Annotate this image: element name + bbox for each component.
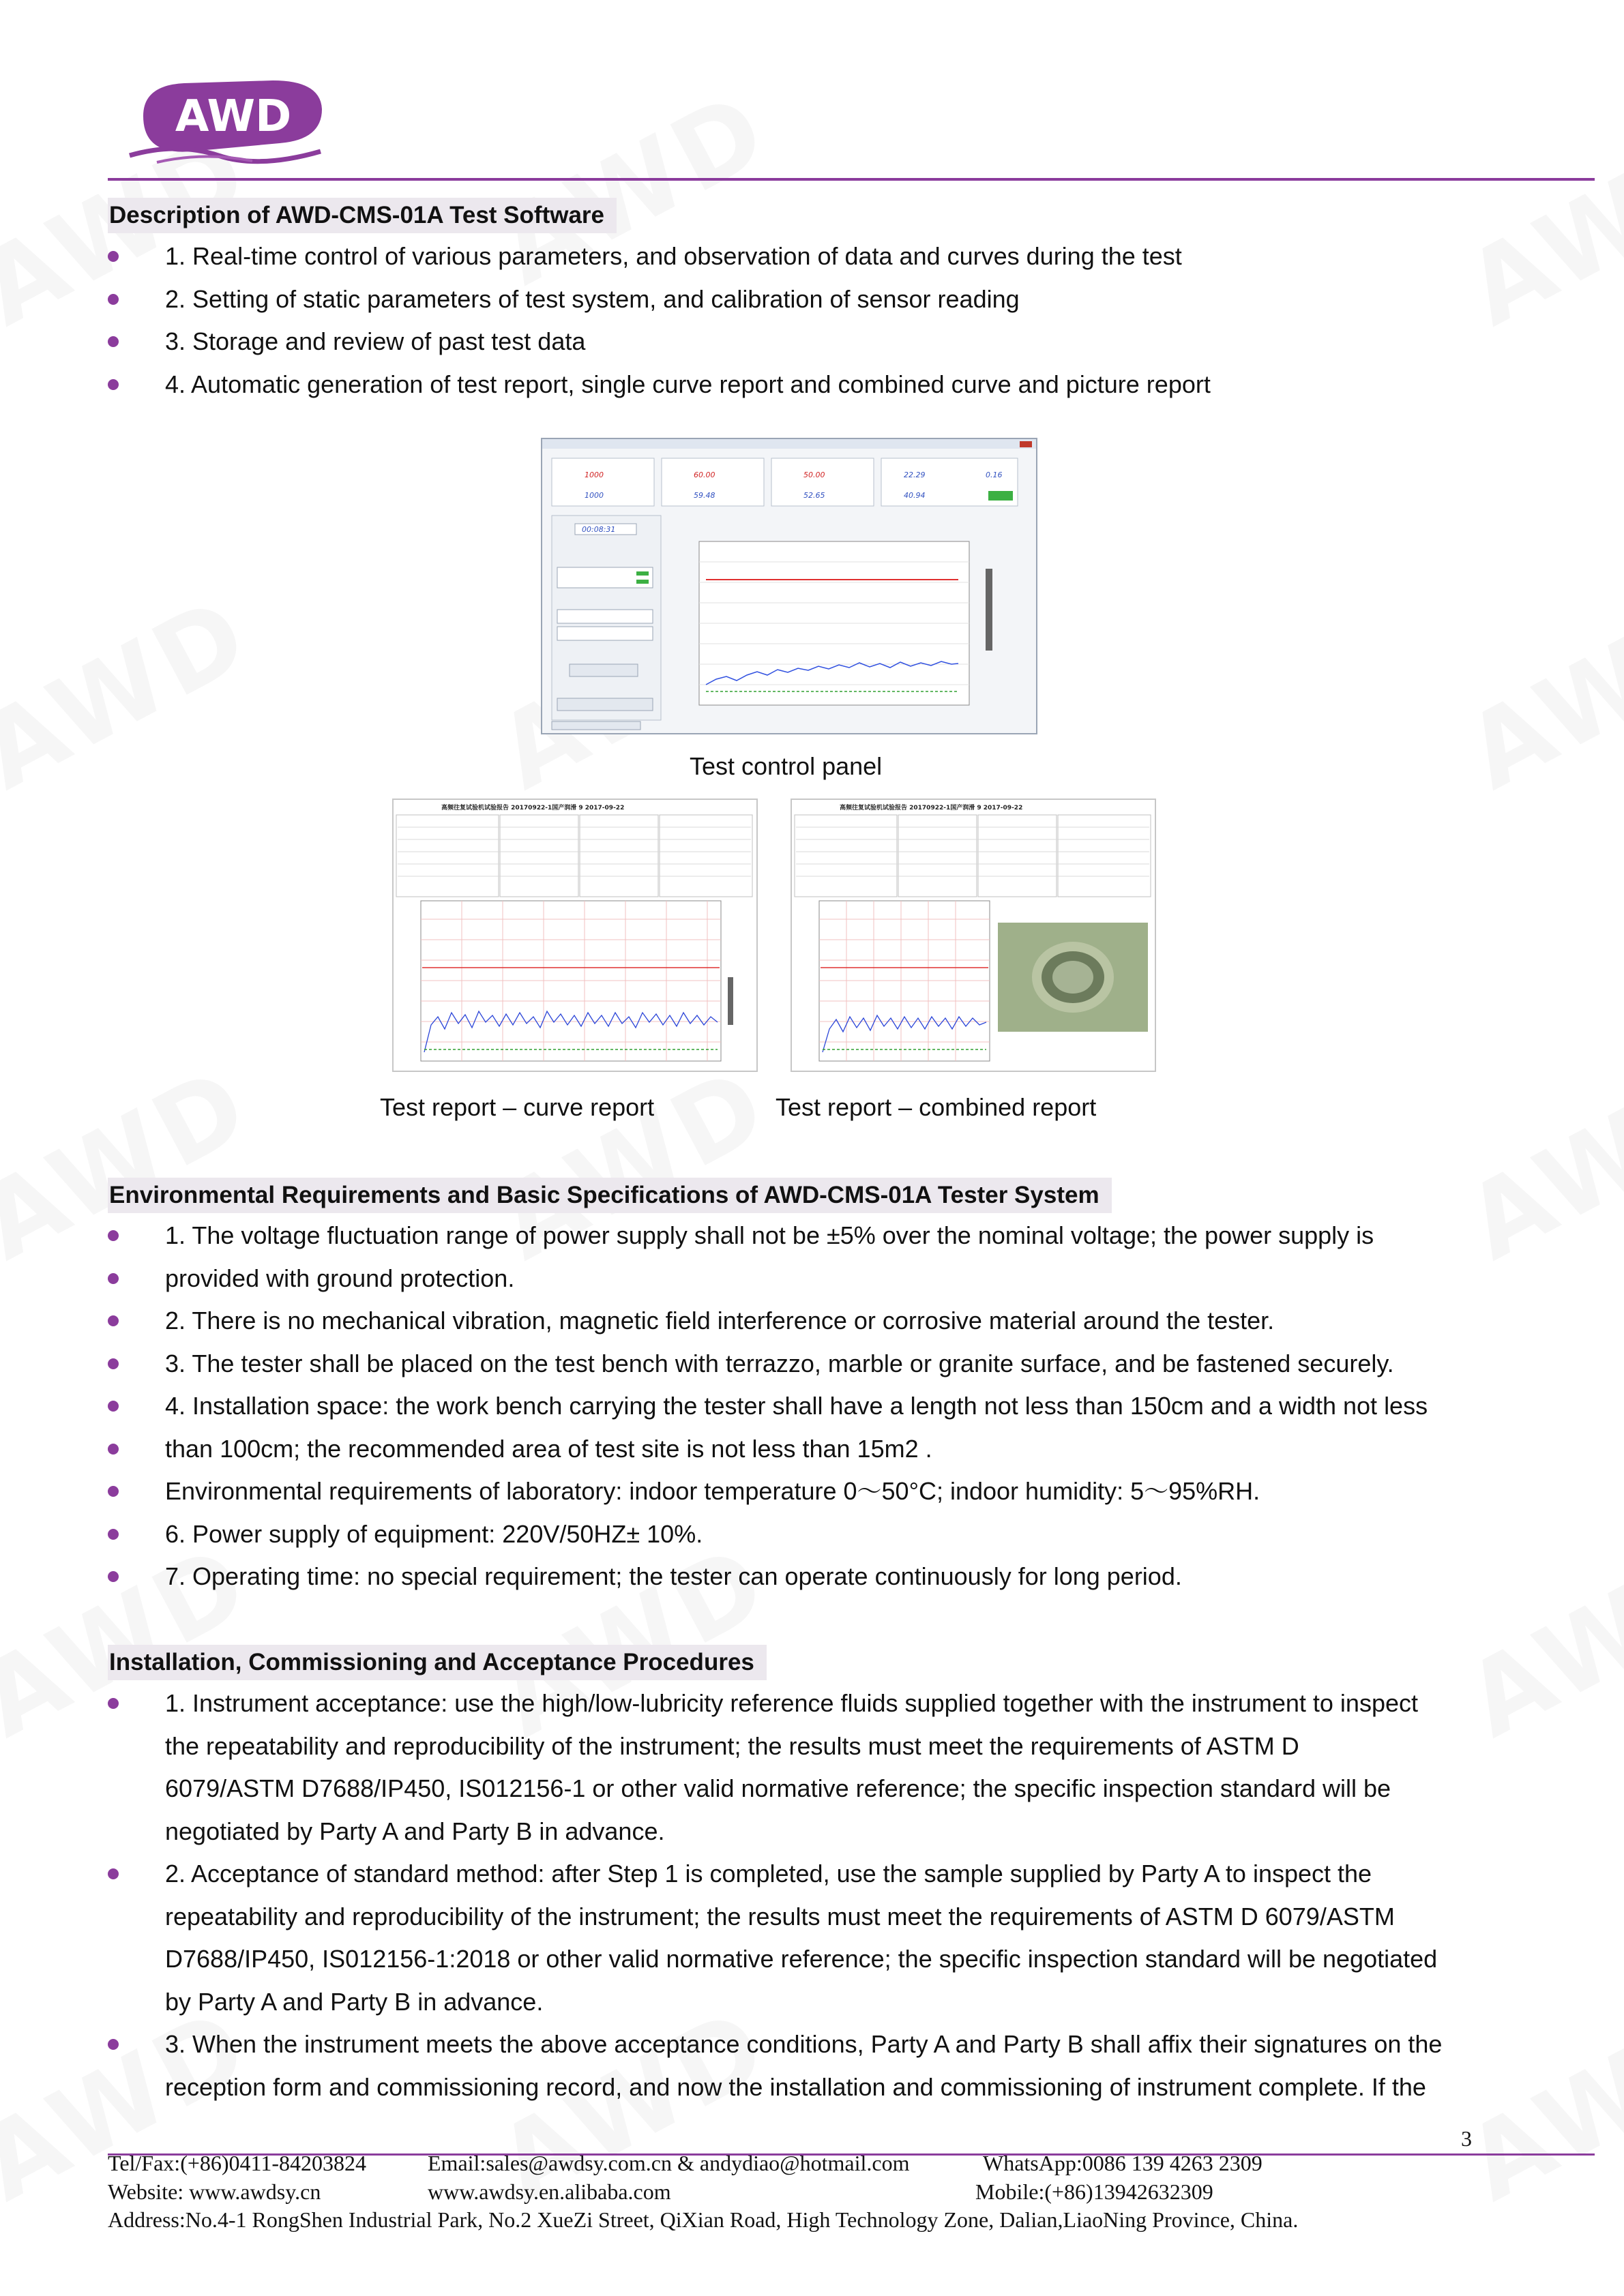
list-item: 2. Setting of static parameters of test system, and calibration of sensor reading [108, 278, 1211, 321]
bullet-icon [108, 1444, 119, 1455]
list-item: 2. Acceptance of standard method: after Step 1 is completed, use the sample supplied by Party A to inspect the [108, 1853, 1442, 1896]
bullet-icon [108, 1698, 119, 1709]
bullet-icon [108, 1358, 119, 1369]
footer-tel: Tel/Fax:(+86)0411-84203824 [108, 2151, 367, 2175]
page-number: 3 [1461, 2126, 1472, 2151]
bullet-icon [108, 1401, 119, 1412]
list-item: 3. Storage and review of past test data [108, 320, 1211, 363]
svg-text:AWD: AWD [175, 91, 292, 142]
svg-text:高频往复试验机试验报告 20170922-1国产润滑 9: 高频往复试验机试验报告 20170922-1国产润滑 9 2017-09-22 [441, 805, 625, 811]
bullet-icon [108, 1571, 119, 1582]
caption-curve-report: Test report – curve report [380, 1093, 655, 1121]
section-title-environment: Environmental Requirements and Basic Specifications of AWD-CMS-01A Tester System [108, 1178, 1112, 1213]
list-item: provided with ground protection. [108, 1257, 1428, 1300]
bullet-icon [108, 1486, 119, 1497]
list-item: 3. The tester shall be placed on the test bench with terrazzo, marble or granite surface, and be fastened securely. [108, 1343, 1428, 1386]
section-title-installation: Installation, Commissioning and Acceptance Procedures [108, 1645, 767, 1680]
list-item: 3. When the instrument meets the above acceptance conditions, Party A and Party B shall affix their signatures on the [108, 2023, 1442, 2066]
bullet-icon [108, 1315, 119, 1326]
svg-text:高频往复试验机试验报告 20170922-1国产润滑 9: 高频往复试验机试验报告 20170922-1国产润滑 9 2017-09-22 [840, 805, 1023, 811]
list-item-continuation: D7688/IP450, IS012156-1:2018 or other valid normative reference; the specific inspection standard will be negotiated [165, 1945, 1438, 1973]
combined-report-screenshot [791, 799, 1156, 1072]
list-item: 1. Real-time control of various parameters, and observation of data and curves during the test [108, 235, 1211, 278]
list-item: 4. Installation space: the work bench carrying the tester shall have a length not less than 150cm and a width not less [108, 1385, 1428, 1428]
list-item-continuation: by Party A and Party B in advance. [165, 1987, 544, 2016]
list-item: 2. There is no mechanical vibration, magnetic field interference or corrosive material around the tester. [108, 1300, 1428, 1343]
bullet-icon [108, 1868, 119, 1879]
footer-alibaba: www.awdsy.en.alibaba.com [428, 2179, 671, 2204]
svg-text:60.00: 60.00 [694, 471, 715, 479]
bullet-icon [108, 336, 119, 347]
list-item: 7. Operating time: no special requirement; the tester can operate continuously for long period. [108, 1555, 1428, 1598]
list-item-continuation: reception form and commissioning record, and now the installation and commissioning of instrument complete. If the [165, 2072, 1426, 2101]
bullet-icon [108, 2039, 119, 2050]
svg-text:00:08:31: 00:08:31 [582, 525, 616, 534]
footer-mobile: Mobile:(+86)13942632309 [975, 2179, 1213, 2204]
caption-combined-report: Test report – combined report [776, 1093, 1097, 1121]
list-item: 1. Instrument acceptance: use the high/low-lubricity reference fluids supplied together with the instrument to inspect [108, 1682, 1442, 1725]
header-rule [108, 178, 1595, 181]
installation-list [108, 1682, 1442, 2108]
footer-website: Website: www.awdsy.cn [108, 2179, 321, 2204]
section-title-software: Description of AWD-CMS-01A Test Software [108, 198, 617, 233]
footer-email: Email:sales@awdsy.com.cn & andydiao@hotmail.com [428, 2151, 910, 2175]
list-item-continuation: the repeatability and reproducibility of the instrument; the results must meet the requirements of ASTM D [165, 1731, 1299, 1760]
list-item: 4. Automatic generation of test report, single curve report and combined curve and picture report [108, 363, 1211, 406]
svg-text:1000: 1000 [585, 471, 604, 479]
svg-text:52.65: 52.65 [803, 491, 825, 500]
software-list [108, 235, 1211, 406]
bullet-icon [108, 1273, 119, 1284]
footer-address: Address:No.4-1 RongShen Industrial Park, No.2 XueZi Street, QiXian Road, High Technology Zone, Dalian,LiaoNing Province, China. [108, 2207, 1299, 2232]
list-item: Environmental requirements of laboratory: indoor temperature 0～50°C; indoor humidity: 5～95%RH. [108, 1470, 1428, 1513]
environment-list [108, 1214, 1428, 1598]
svg-text:50.00: 50.00 [803, 471, 825, 479]
list-item: 6. Power supply of equipment: 220V/50HZ± 10%. [108, 1513, 1428, 1556]
list-item-continuation: negotiated by Party A and Party B in advance. [165, 1817, 665, 1845]
svg-text:1000: 1000 [585, 491, 604, 500]
bullet-icon [108, 1230, 119, 1241]
svg-text:40.94: 40.94 [904, 491, 926, 500]
curve-report-screenshot [392, 799, 758, 1072]
bullet-icon [108, 1529, 119, 1540]
svg-text:0.16: 0.16 [986, 471, 1003, 479]
list-item: than 100cm; the recommended area of test site is not less than 15m2 . [108, 1428, 1428, 1471]
svg-text:59.48: 59.48 [694, 491, 715, 500]
list-item: 1. The voltage fluctuation range of power supply shall not be ±5% over the nominal voltage; the power supply is [108, 1214, 1428, 1257]
svg-text:22.29: 22.29 [904, 471, 926, 479]
bullet-icon [108, 379, 119, 390]
footer-whatsapp: WhatsApp:0086 139 4263 2309 [983, 2151, 1263, 2175]
company-logo [116, 75, 341, 170]
bullet-icon [108, 251, 119, 262]
control-panel-screenshot [541, 438, 1037, 734]
list-item-continuation: 6079/ASTM D7688/IP450, IS012156-1 or other valid normative reference; the specific inspection standard will be [165, 1774, 1391, 1802]
caption-control-panel: Test control panel [690, 752, 883, 780]
bullet-icon [108, 294, 119, 305]
list-item-continuation: repeatability and reproducibility of the instrument; the results must meet the requirements of ASTM D 6079/ASTM [165, 1902, 1395, 1930]
